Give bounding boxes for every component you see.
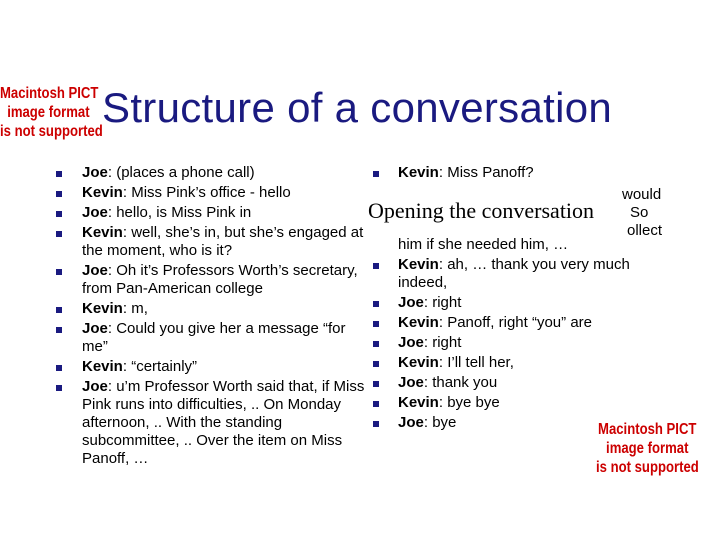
list-item bbox=[56, 320, 366, 356]
bullet-square-icon bbox=[56, 171, 62, 177]
utterance: : right bbox=[423, 294, 462, 311]
speaker: Joe bbox=[82, 204, 108, 221]
pict-line: Macintosh PICT bbox=[0, 85, 99, 102]
opening-the-conversation-label: Opening the conversation bbox=[366, 193, 618, 229]
bullet-square-icon bbox=[373, 171, 379, 177]
list-item bbox=[56, 164, 366, 182]
utterance: : well, she’s in, but she’s engaged at the moment, who is it? bbox=[82, 224, 364, 259]
utterance: : “certainly” bbox=[122, 358, 198, 375]
bullet-square-icon bbox=[373, 321, 379, 327]
speaker: Joe bbox=[398, 374, 424, 391]
speaker: Kevin bbox=[82, 184, 123, 201]
list-item bbox=[373, 334, 673, 352]
bullet-square-icon bbox=[373, 341, 379, 347]
utterance: : I’ll tell her, bbox=[438, 354, 514, 371]
list-item bbox=[56, 358, 366, 376]
utterance: : Miss Pink’s office - hello bbox=[122, 184, 291, 201]
bullet-square-icon bbox=[373, 263, 379, 269]
speaker: Kevin bbox=[82, 300, 123, 317]
hidden-text-fragment: So bbox=[630, 204, 649, 221]
list-item bbox=[56, 300, 366, 318]
speaker: Kevin bbox=[398, 394, 439, 411]
hidden-text-fragment: ollect bbox=[627, 222, 663, 239]
pict-line: image format bbox=[606, 440, 689, 457]
bullet-square-icon bbox=[56, 307, 62, 313]
utterance: : right bbox=[423, 334, 462, 351]
pict-placeholder-bottom bbox=[596, 420, 699, 477]
bullet-square-icon bbox=[56, 269, 62, 275]
bullet-square-icon bbox=[373, 381, 379, 387]
bullet-square-icon bbox=[56, 231, 62, 237]
utterance: : (places a phone call) bbox=[107, 164, 255, 181]
bullet-square-icon bbox=[56, 385, 62, 391]
list-item bbox=[373, 294, 673, 312]
utterance: : u’m Professor Worth said that, if Miss Pink runs into difficulties, .. On Monday afternoon, .. With the standing subcommittee, .. Over the item on Miss Panoff, … bbox=[82, 378, 365, 467]
pict-line: image format bbox=[7, 104, 90, 121]
bullet-square-icon bbox=[373, 301, 379, 307]
utterance: : Could you give her a message “for me” bbox=[82, 320, 346, 355]
speaker: Kevin bbox=[398, 354, 439, 371]
utterance: him if she needed him, … bbox=[398, 236, 569, 253]
bullet-square-icon bbox=[56, 191, 62, 197]
speaker: Joe bbox=[398, 414, 424, 431]
utterance: : Oh it’s Professors Worth’s secretary, from Pan-American college bbox=[82, 262, 358, 297]
list-item bbox=[56, 262, 366, 298]
utterance: : bye bye bbox=[438, 394, 500, 411]
list-item bbox=[56, 378, 366, 468]
pict-line: is not supported bbox=[0, 123, 103, 140]
list-item bbox=[373, 164, 673, 182]
speaker: Joe bbox=[82, 320, 108, 337]
utterance: : bye bbox=[423, 414, 457, 431]
speaker: Joe bbox=[398, 294, 424, 311]
speaker: Joe bbox=[82, 262, 108, 279]
utterance: : ah, … thank you very much indeed, bbox=[398, 256, 630, 291]
list-item bbox=[373, 374, 673, 392]
list-item bbox=[373, 314, 673, 332]
slide-title: Structure of a conversation bbox=[102, 84, 613, 131]
utterance: : Panoff, right “you” are bbox=[438, 314, 592, 331]
speaker: Kevin bbox=[82, 358, 123, 375]
utterance: : hello, is Miss Pink in bbox=[107, 204, 252, 221]
speaker: Joe bbox=[398, 334, 424, 351]
pict-placeholder-top bbox=[0, 84, 103, 141]
list-item bbox=[56, 204, 366, 222]
list-item bbox=[373, 394, 673, 412]
pict-line: Macintosh PICT bbox=[598, 421, 697, 438]
utterance: : thank you bbox=[423, 374, 498, 391]
list-item bbox=[56, 184, 366, 202]
bullet-square-icon bbox=[373, 421, 379, 427]
pict-line: is not supported bbox=[596, 459, 699, 476]
speaker: Joe bbox=[82, 164, 108, 181]
utterance: : m, bbox=[122, 300, 148, 317]
speaker: Kevin bbox=[398, 314, 439, 331]
speaker: Kevin bbox=[398, 256, 439, 273]
list-item bbox=[373, 354, 673, 372]
list-item bbox=[373, 256, 673, 292]
speaker: Kevin bbox=[398, 164, 439, 181]
utterance: : Miss Panoff? bbox=[438, 164, 534, 181]
list-item bbox=[56, 224, 366, 260]
left-transcript-list bbox=[56, 164, 366, 470]
bullet-square-icon bbox=[373, 361, 379, 367]
speaker: Joe bbox=[82, 378, 108, 395]
hidden-text-fragment: would bbox=[622, 186, 662, 203]
speaker: Kevin bbox=[82, 224, 123, 241]
bullet-square-icon bbox=[56, 211, 62, 217]
bullet-square-icon bbox=[373, 401, 379, 407]
bullet-square-icon bbox=[56, 365, 62, 371]
bullet-square-icon bbox=[56, 327, 62, 333]
